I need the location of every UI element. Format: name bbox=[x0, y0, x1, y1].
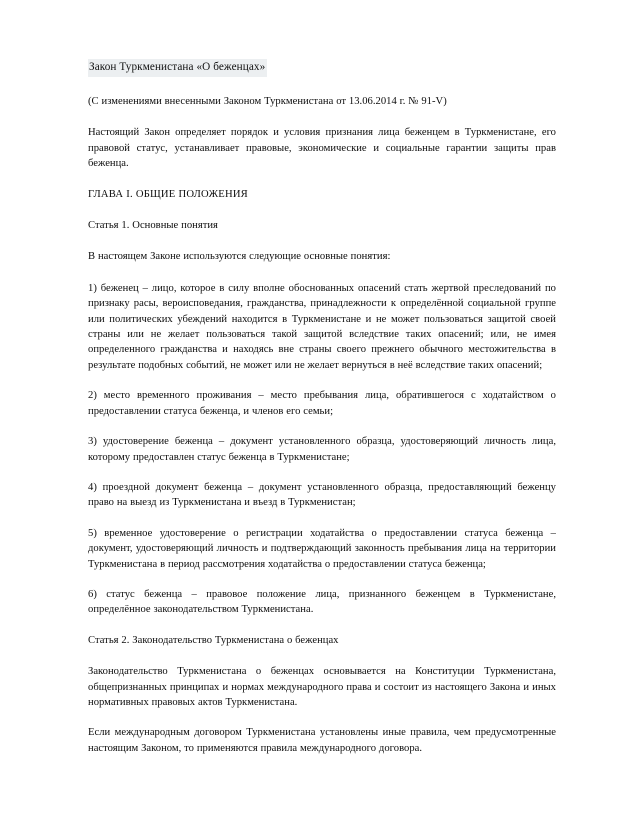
article-2-heading: Статья 2. Законодательство Туркменистана о беженцах bbox=[88, 634, 339, 646]
article-1-lead: В настоящем Законе используются следующие основные понятия: bbox=[88, 251, 391, 263]
article-2-paragraph-1: Законодательство Туркменистана о беженцах основывается на Конституции Туркменистана, общепризнанных принципах и нормах международного права и состоит из настоящего Закона и иных нормативных правовых актов Туркменистана. bbox=[88, 666, 556, 708]
definition-item-2: 2) место временного проживания – место пребывания лица, обратившегося с ходатайством о предоставлении статуса беженца, и членов его семьи; bbox=[88, 390, 556, 417]
document-body bbox=[88, 57, 556, 756]
article-2-paragraph-2: Если международным договором Туркменистана установлены иные правила, чем предусмотренные настоящим Законом, то применяются правила международного договора. bbox=[88, 727, 556, 754]
definition-item-5: 5) временное удостоверение о регистрации ходатайства о предоставлении статуса беженца – документ, удостоверяющий личность и подтверждающий законность пребывания лица на территории Туркменистана в период рассмотрения ходатайства о предоставлении статуса беженца; bbox=[88, 527, 556, 570]
page-title: Закон Туркменистана «О беженцах» bbox=[88, 59, 267, 77]
amendment-note: (С изменениями внесенными Законом Туркменистана от 13.06.2014 г. № 91-V) bbox=[88, 96, 447, 107]
chapter-heading: ГЛАВА I. ОБЩИЕ ПОЛОЖЕНИЯ bbox=[88, 188, 248, 200]
preamble-paragraph: Настоящий Закон определяет порядок и условия признания лица беженцем в Туркменистане, его правовой статус, устанавливает правовые, экономические и социальные гарантии защиты прав беженца. bbox=[88, 127, 556, 170]
definition-item-1: 1) беженец – лицо, которое в силу вполне обоснованных опасений стать жертвой преследований по признаку расы, вероисповедания, гражданства, принадлежности к определённой социальной группе или политических убеждений находится в Туркменистане и не может пользоваться защитой своей страны или не желает пользоваться такой защитой вследствие таких опасений; или, не имея определенного гражданства и находясь вне страны своего прежнего обычного местожительства в результате подобных событий, не может или не желает вернуться в неё вследствие таких опасений; bbox=[88, 282, 556, 371]
definition-item-3: 3) удостоверение беженца – документ установленного образца, удостоверяющий личность лица, которому предоставлен статус беженца в Туркменистане; bbox=[88, 436, 556, 463]
article-1-heading: Статья 1. Основные понятия bbox=[88, 220, 218, 232]
definition-item-6: 6) статус беженца – правовое положение лица, признанного беженцем в Туркменистане, определённое законодательством Туркменистана. bbox=[88, 588, 556, 616]
definition-item-4: 4) проездной документ беженца – документ установленного образца, предоставляющий беженцу право на выезд из Туркменистана и въезд в Туркменистан; bbox=[88, 481, 556, 509]
